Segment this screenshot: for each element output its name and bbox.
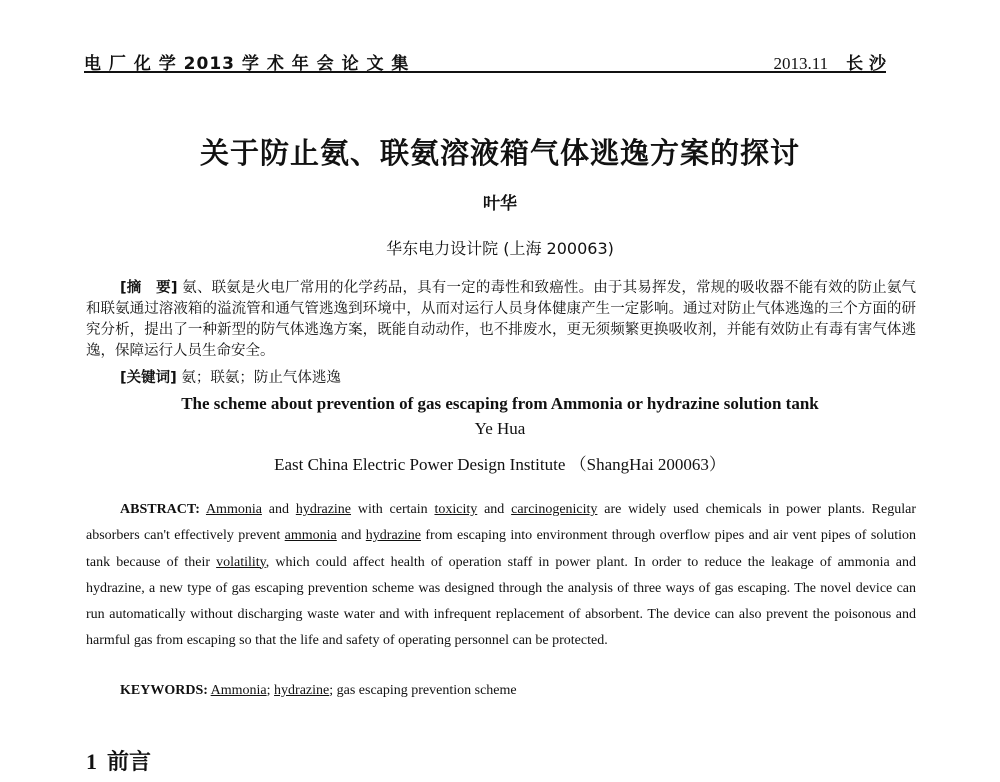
- en-keywords-label: KEYWORDS:: [120, 683, 208, 698]
- en-title: The scheme about prevention of gas escaping from Ammonia or hydrazine solution tank: [181, 394, 819, 413]
- cn-abstract-label: [摘 要]: [120, 280, 178, 296]
- cn-abstract-text: 氨、联氨是火电厂常用的化学药品，具有一定的毒性和致癌性。由于其易挥发，常规的吸收器不能有效的防止氨气和联氨通过溶液箱的溢流管和通气管逃逸到环境中，从而对运行人员身体健康产生一定影响。通过对防止气体逃逸的三个方面的研究分析，提出了一种新型的防气体逃逸方案，既能自动动作，也不排废水，更无须频繁更换吸收剂，并能有效防止有毒有害气体逃逸，保障运行人员生命安全。: [86, 280, 916, 359]
- keyword-sep: ;: [329, 683, 337, 698]
- cn-keywords-label: [关键词]: [120, 370, 177, 386]
- section-title: 前言: [107, 750, 152, 775]
- section-number: 1: [86, 749, 97, 774]
- abstract-text: , which could affect health of operation staff in power plant. In order to reduce the leakage of ammonia and hydrazine, a new type of gas escaping prevention scheme was designed through the analysis of three ways of gas escaping. The novel device can run automatically without discharging waste water and with infrequent replacement of absorbent. The device can also prevent the poisonous and harmful gas from escaping so that the life and safety of operating personnel can be protected.: [86, 554, 916, 649]
- link-volatility[interactable]: volatility: [216, 554, 266, 570]
- abstract-text: with certain: [351, 502, 435, 517]
- cn-abstract: [86, 278, 916, 362]
- paper-affiliation: 华东电力设计院 (上海 200063): [386, 239, 614, 258]
- header-date: 2013.11: [773, 54, 829, 73]
- keyword-gas-escaping: gas escaping prevention scheme: [336, 683, 517, 698]
- keyword-ammonia[interactable]: Ammonia: [210, 683, 267, 698]
- en-keywords: [120, 683, 517, 699]
- abstract-text: and: [261, 502, 296, 517]
- header-city: 长 沙: [846, 54, 886, 74]
- journal-header: 电 厂 化 学 2013 学 术 年 会 论 文 集: [84, 54, 410, 74]
- cn-keywords: [120, 366, 341, 387]
- abstract-text: and: [477, 502, 512, 517]
- en-affiliation: East China Electric Power Design Institute （ShangHai 200063）: [274, 455, 726, 474]
- section-heading: [86, 745, 151, 776]
- link-ammonia-2[interactable]: ammonia: [284, 528, 337, 544]
- abstract-text: are widely used chemicals in power plants. Regular absorbers can't effectively prevent: [86, 502, 916, 544]
- cn-keywords-text: 氨；联氨；防止气体逃逸: [181, 370, 341, 386]
- link-carcinogenicity[interactable]: carcinogenicity: [511, 502, 598, 517]
- abstract-text: from escaping into environment through overflow pipes and air vent pipes of solution tank because of their: [86, 528, 916, 570]
- abstract-text: and: [336, 528, 366, 544]
- header-rule: [84, 71, 886, 73]
- link-hydrazine-2[interactable]: hydrazine: [365, 528, 421, 544]
- link-ammonia[interactable]: Ammonia: [205, 502, 262, 517]
- keyword-sep: ;: [266, 683, 275, 698]
- en-author: Ye Hua: [474, 419, 526, 438]
- paper-author: 叶华: [483, 194, 517, 214]
- keyword-hydrazine[interactable]: hydrazine: [274, 683, 330, 698]
- en-abstract-label: ABSTRACT:: [120, 502, 200, 517]
- link-hydrazine[interactable]: hydrazine: [295, 502, 352, 517]
- paper-title: 关于防止氨、联氨溶液箱气体逃逸方案的探讨: [199, 136, 800, 170]
- link-toxicity[interactable]: toxicity: [434, 502, 478, 517]
- en-abstract: [86, 497, 916, 655]
